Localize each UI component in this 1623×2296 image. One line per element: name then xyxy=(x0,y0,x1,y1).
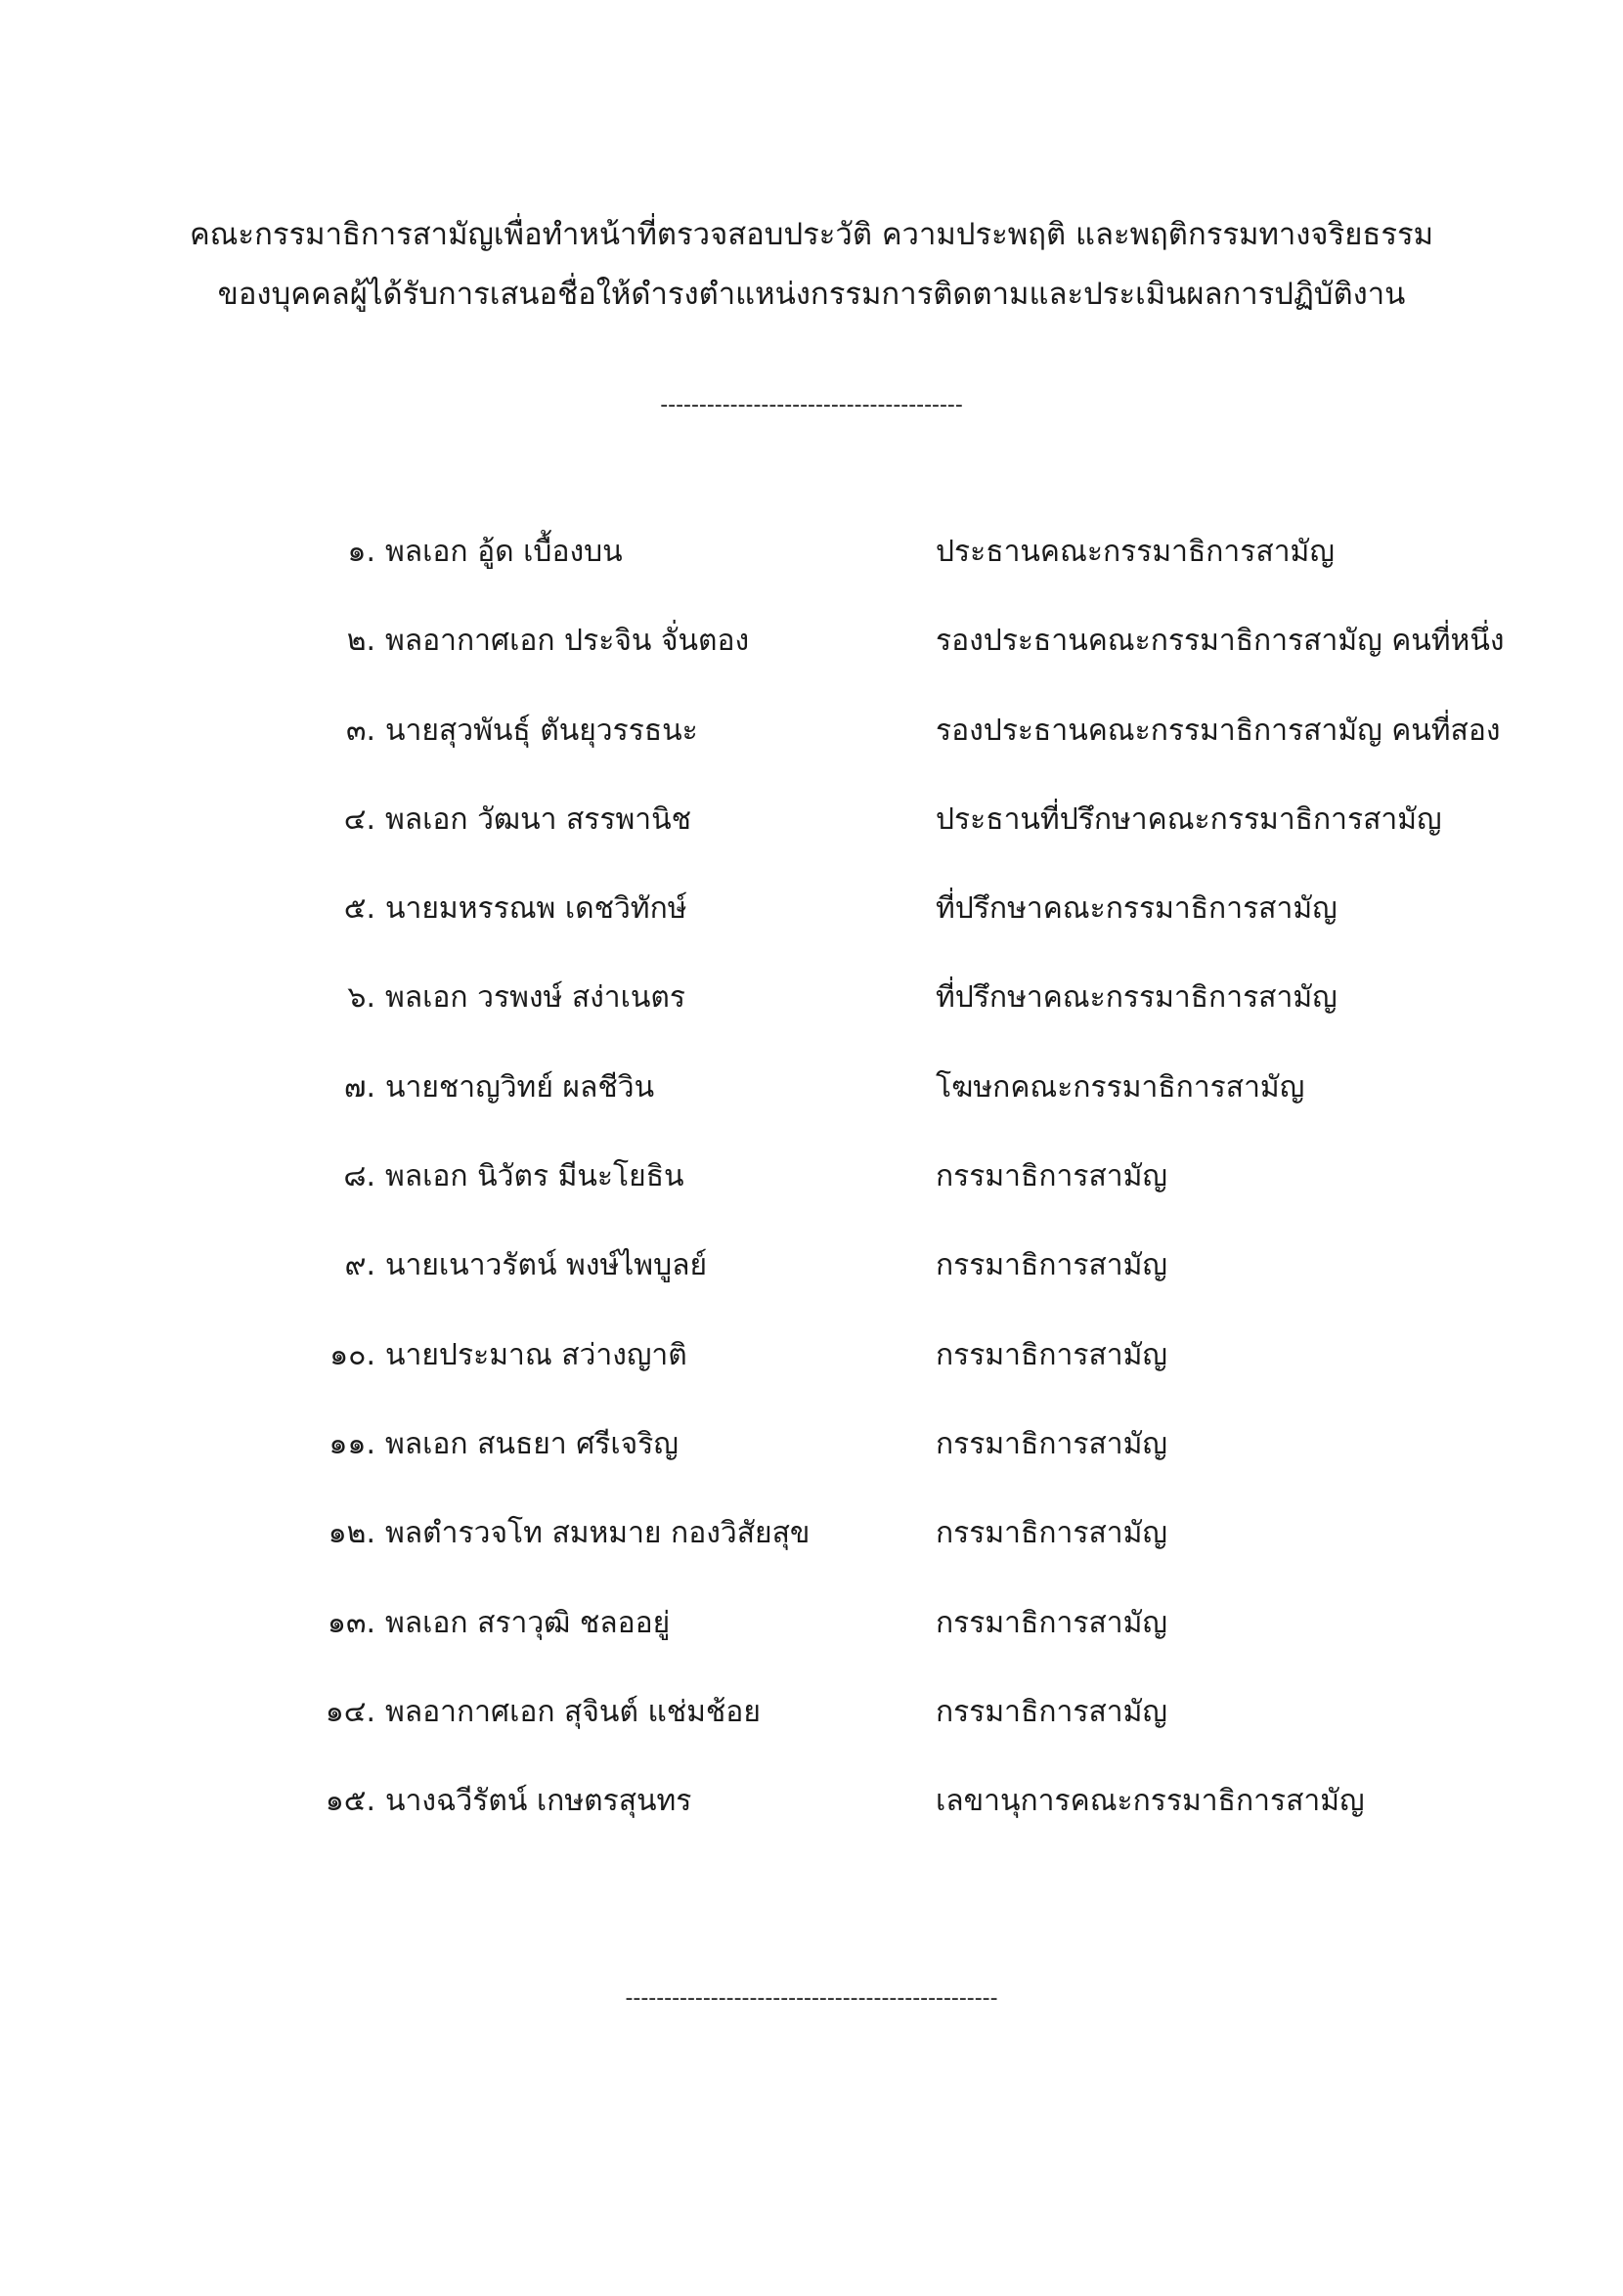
member-name: พลเอก นิวัตร มีนะโยธิน xyxy=(385,1159,684,1194)
member-number: ๘. xyxy=(343,1159,375,1194)
member-position: ประธานที่ปรึกษาคณะกรรมาธิการสามัญ xyxy=(936,801,1442,837)
member-name: พลเอก อู้ด เบื้องบน xyxy=(385,535,623,569)
member-name: พลเอก สนธยา ศรีเจริญ xyxy=(385,1426,679,1461)
member-row xyxy=(0,885,1623,974)
separator-top: --------------------------------------- xyxy=(660,393,963,417)
member-position: กรรมาธิการสามัญ xyxy=(936,1159,1167,1194)
member-number: ๑๑. xyxy=(329,1426,375,1461)
member-row xyxy=(0,617,1623,706)
member-number: ๑๓. xyxy=(327,1605,375,1640)
member-number: ๑๒. xyxy=(328,1516,375,1551)
member-number: ๒. xyxy=(346,624,375,659)
member-name: พลเอก วรพงษ์ สง่าเนตร xyxy=(385,980,685,1016)
member-row xyxy=(0,1152,1623,1241)
member-name: พลอากาศเอก สุจินต์ แช่มช้อย xyxy=(385,1694,761,1729)
member-name: พลอากาศเอก ประจิน จั่นตอง xyxy=(385,624,750,659)
member-number: ๗. xyxy=(343,1069,375,1105)
member-position: กรรมาธิการสามัญ xyxy=(936,1337,1167,1372)
member-position: โฆษกคณะกรรมาธิการสามัญ xyxy=(936,1069,1305,1105)
member-name: นายสุวพันธุ์ ตันยุวรรธนะ xyxy=(385,713,698,748)
member-row xyxy=(0,1241,1623,1330)
member-position: กรรมาธิการสามัญ xyxy=(936,1516,1167,1551)
member-number: ๑๔. xyxy=(325,1694,375,1729)
member-position: กรรมาธิการสามัญ xyxy=(936,1605,1167,1640)
member-name: พลเอก สราวุฒิ ชลออยู่ xyxy=(385,1605,671,1640)
member-position: รองประธานคณะกรรมาธิการสามัญ คนที่สอง xyxy=(936,713,1501,748)
member-row xyxy=(0,1599,1623,1688)
member-name: นายชาญวิทย์ ผลชีวิน xyxy=(385,1069,655,1105)
member-number: ๔. xyxy=(343,801,375,837)
member-position: เลขานุการคณะกรรมาธิการสามัญ xyxy=(936,1784,1365,1819)
document-title-line-2: ของบุคคลผู้ได้รับการเสนอชื่อให้ดำรงตำแหน่งกรรมการติดตามและประเมินผลการปฏิบัติงาน xyxy=(217,277,1406,312)
member-name: พลตำรวจโท สมหมาย กองวิสัยสุข xyxy=(385,1516,811,1551)
member-position: กรรมาธิการสามัญ xyxy=(936,1248,1167,1283)
member-row xyxy=(0,1688,1623,1777)
member-position: ที่ปรึกษาคณะกรรมาธิการสามัญ xyxy=(936,891,1338,927)
member-row xyxy=(0,1777,1623,1866)
member-name: นายประมาณ สว่างญาติ xyxy=(385,1337,687,1372)
member-row xyxy=(0,1063,1623,1152)
members-list xyxy=(0,528,1623,1866)
member-position: กรรมาธิการสามัญ xyxy=(936,1426,1167,1461)
member-row xyxy=(0,974,1623,1062)
member-row xyxy=(0,1331,1623,1420)
member-number: ๑๕. xyxy=(325,1784,375,1819)
member-position: รองประธานคณะกรรมาธิการสามัญ คนที่หนึ่ง xyxy=(936,624,1505,659)
member-row xyxy=(0,1420,1623,1509)
member-position: ที่ปรึกษาคณะกรรมาธิการสามัญ xyxy=(936,980,1338,1016)
member-number: ๖. xyxy=(347,980,375,1016)
member-number: ๓. xyxy=(345,713,375,748)
member-row xyxy=(0,528,1623,617)
separator-bottom: ------------------------------------------------ xyxy=(625,1986,998,2011)
member-name: นายเนาวรัตน์ พงษ์ไพบูลย์ xyxy=(385,1248,708,1283)
member-name: นางฉวีรัตน์ เกษตรสุนทร xyxy=(385,1784,692,1819)
document-title-line-1: คณะกรรมาธิการสามัญเพื่อทำหน้าที่ตรวจสอบประวัติ ความประพฤติ และพฤติกรรมทางจริยธรรม xyxy=(189,217,1434,252)
member-position: ประธานคณะกรรมาธิการสามัญ xyxy=(936,535,1335,569)
member-row xyxy=(0,796,1623,885)
member-number: ๑. xyxy=(347,535,375,569)
member-position: กรรมาธิการสามัญ xyxy=(936,1694,1167,1729)
member-row xyxy=(0,1509,1623,1598)
member-number: ๙. xyxy=(344,1248,375,1283)
member-name: พลเอก วัฒนา สรรพานิช xyxy=(385,801,691,837)
member-name: นายมหรรณพ เดชวิทักษ์ xyxy=(385,891,687,927)
member-number: ๕. xyxy=(343,891,375,927)
member-row xyxy=(0,707,1623,796)
member-number: ๑๐. xyxy=(329,1337,375,1372)
